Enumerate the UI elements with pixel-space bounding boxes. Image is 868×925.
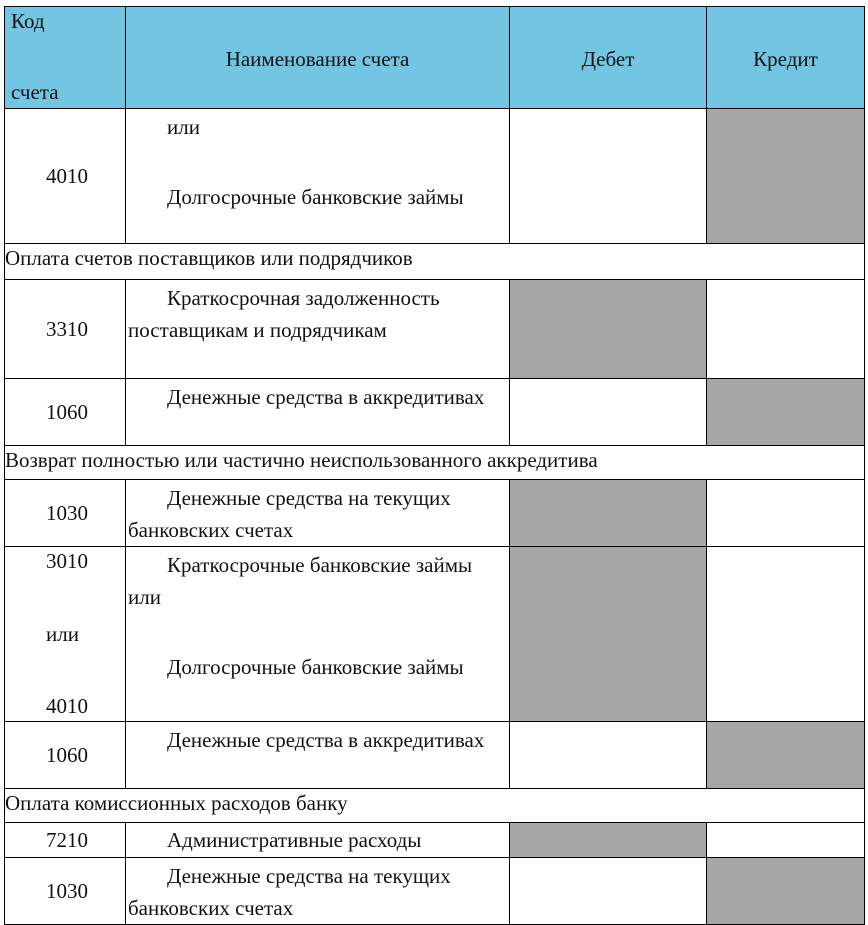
credit-cell-shaded [707, 379, 865, 446]
account-code-group [5, 547, 125, 721]
account-code: 4010 [46, 163, 88, 188]
account-name: Денежные средства в аккредитивах [167, 385, 485, 409]
debit-cell-shaded [510, 823, 707, 858]
credit-cell-shaded [707, 858, 865, 925]
debit-cell [510, 109, 707, 244]
table-row [5, 109, 865, 244]
account-name: или Долгосрочные банковские займы [167, 115, 464, 209]
accounting-entries-table [4, 6, 865, 925]
table-row [5, 480, 865, 547]
section-row [5, 446, 865, 480]
table-row [5, 722, 865, 789]
section-title: Оплата счетов поставщиков или подрядчиков [5, 244, 865, 280]
header-code-line1: Код [11, 9, 45, 33]
table-row [5, 379, 865, 446]
account-code: 3010 [46, 549, 88, 573]
debit-cell-shaded [510, 480, 707, 547]
header-name: Наименование счета [126, 7, 510, 109]
account-code: 7210 [46, 827, 88, 852]
table-row [5, 823, 865, 858]
table-row [5, 280, 865, 379]
account-code: 1060 [46, 742, 88, 767]
table-row [5, 547, 865, 722]
debit-cell [510, 858, 707, 925]
debit-cell [510, 722, 707, 789]
account-name: Денежные средства на текущих банковских счетах [128, 864, 451, 920]
section-title: Оплата комиссионных расходов банку [5, 789, 865, 823]
credit-cell [707, 823, 865, 858]
header-debit: Дебет [510, 7, 707, 109]
account-name: Денежные средства в аккредитивах [167, 728, 485, 752]
account-code: 1030 [46, 878, 88, 903]
credit-cell-shaded [707, 722, 865, 789]
account-code: 3310 [46, 316, 88, 341]
section-title: Возврат полностью или частично неиспользованного аккредитива [5, 446, 865, 480]
credit-cell [707, 280, 865, 379]
account-code-or: или [46, 621, 79, 646]
account-code: 1060 [46, 399, 88, 424]
table-row [5, 858, 865, 925]
account-name: Денежные средства на текущих банковских счетах [128, 486, 451, 542]
credit-cell-shaded [707, 109, 865, 244]
header-row [5, 7, 865, 109]
header-code-line2: счета [11, 80, 59, 104]
debit-cell-shaded [510, 547, 707, 722]
credit-cell [707, 480, 865, 547]
header-code [5, 7, 126, 109]
account-code: 1030 [46, 500, 88, 525]
section-row [5, 789, 865, 823]
credit-cell [707, 547, 865, 722]
section-row [5, 244, 865, 280]
account-name: Краткосрочная задолженность поставщикам и подрядчикам [128, 286, 440, 342]
debit-cell [510, 379, 707, 446]
account-name: Краткосрочные банковские займы или Долгосрочные банковские займы [128, 553, 473, 679]
account-name: Административные расходы [167, 828, 422, 852]
account-code: 4010 [46, 694, 88, 718]
debit-cell-shaded [510, 280, 707, 379]
header-credit: Кредит [707, 7, 865, 109]
